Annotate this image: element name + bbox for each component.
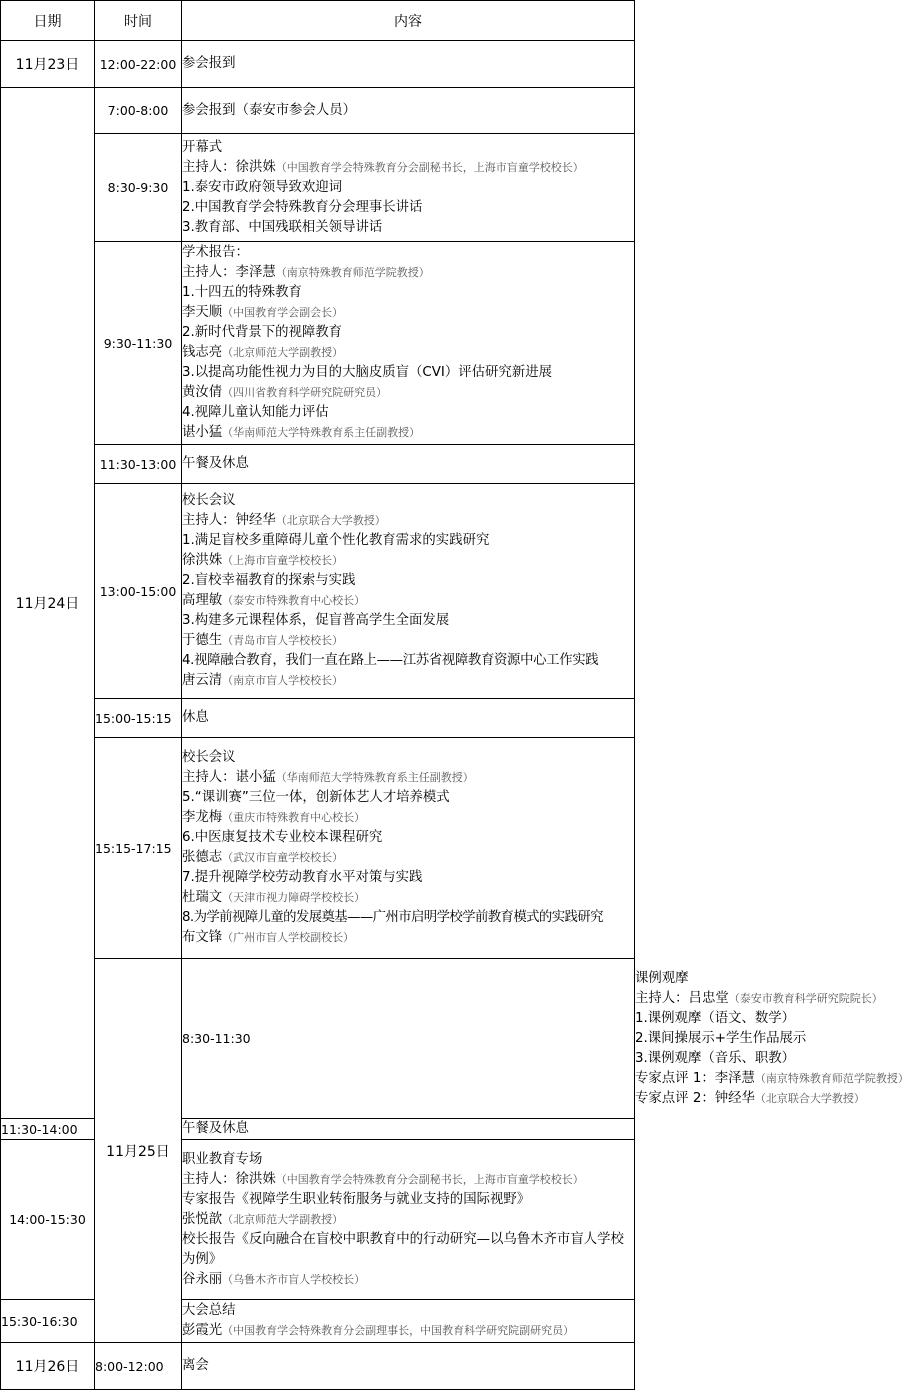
- speaker-line: [182, 1270, 634, 1290]
- time-cell: 13:00-15:00: [95, 484, 182, 699]
- speaker-line: [182, 423, 634, 443]
- table-row: [1, 484, 635, 699]
- date-cell: 11月25日: [95, 959, 182, 1343]
- agenda-item: 1.满足盲校多重障碍儿童个性化教育需求的实践研究: [182, 533, 490, 548]
- table-row: [1, 699, 635, 738]
- affiliation-note: （南京市盲人学校校长）: [222, 674, 344, 687]
- affiliation-note: （中国教育学会特殊教育分会副秘书长，上海市盲童学校校长）: [275, 1172, 584, 1186]
- speaker-line: [182, 928, 634, 948]
- time-cell: 12:00-22:00: [95, 41, 182, 88]
- agenda-item: 5.“课训赛”三位一体，创新体艺人才培养模式: [182, 790, 450, 805]
- table-row: [1, 242, 635, 445]
- speaker-line: [182, 888, 634, 908]
- content-cell: [182, 445, 635, 484]
- item-title: 开幕式: [182, 139, 223, 155]
- agenda-item: 3.构建多元课程体系，促盲普高学生全面发展: [182, 613, 450, 628]
- item-title: 校长会议: [182, 493, 236, 508]
- speaker-line: [182, 343, 634, 363]
- affiliation-note: （上海市盲童学校校长）: [222, 554, 344, 567]
- item-title: 大会总结: [182, 1303, 236, 1318]
- host-name: 主持人：钟经华: [182, 513, 276, 528]
- table-row: [1, 134, 635, 242]
- speaker-line: [182, 551, 634, 571]
- item-title: 休息: [182, 710, 209, 725]
- speaker-line: [182, 1210, 634, 1230]
- table-row: [1, 88, 635, 134]
- item-title: 学术报告：: [182, 245, 249, 260]
- content-cell: [182, 699, 635, 738]
- date-cell: 11月26日: [1, 1343, 95, 1390]
- time-cell: 8:30-9:30: [95, 134, 182, 242]
- speaker-line: [182, 1321, 634, 1341]
- host-line: [182, 263, 634, 283]
- time-cell: 8:00-12:00: [95, 1343, 182, 1390]
- affiliation-note: （中国教育学会特殊教育分会副秘书长，上海市盲童学校校长）: [275, 160, 584, 174]
- speaker-name: 张悦歆: [182, 1211, 223, 1227]
- time-cell: 11:30-13:00: [95, 445, 182, 484]
- affiliation-note: （华南师范大学特殊教育系主任副教授）: [222, 426, 421, 439]
- speaker-name: 彭霞光: [182, 1323, 223, 1338]
- item-title: 午餐及休息: [182, 456, 249, 471]
- speaker-line: [182, 591, 634, 611]
- affiliation-note: （武汉市盲童学校校长）: [222, 851, 344, 864]
- item-title: 午餐及休息: [182, 1121, 249, 1136]
- speaker-line: [182, 808, 634, 828]
- host-line: [182, 768, 634, 788]
- speaker-name: 张德志: [182, 850, 223, 865]
- speaker-line: [182, 848, 634, 868]
- host-name: 主持人：徐洪姝: [182, 1171, 276, 1187]
- affiliation-note: （青岛市盲人学校校长）: [222, 634, 344, 647]
- time-cell: 9:30-11:30: [95, 242, 182, 445]
- affiliation-note: （北京联合大学教授）: [275, 514, 386, 527]
- agenda-item: 4.视障融合教育，我们一直在路上——江苏省视障教育资源中心工作实践: [182, 653, 599, 668]
- affiliation-note: （天津市视力障碍学校校长）: [222, 891, 366, 904]
- agenda-item: 3.教育部、中国残联相关领导讲话: [182, 219, 383, 235]
- host-name: 主持人：李泽慧: [182, 265, 276, 280]
- time-cell: 11:30-14:00: [1, 1119, 95, 1140]
- agenda-item: 2.新时代背景下的视障教育: [182, 325, 343, 340]
- time-cell: 8:30-11:30: [182, 959, 635, 1119]
- speaker-name: 谌小猛: [182, 425, 223, 440]
- table-row: [1, 1343, 635, 1390]
- header-content: 内容: [182, 1, 635, 41]
- item-title: 参会报到（泰安市参会人员）: [182, 102, 357, 118]
- affiliation-note: （南京特殊教育师范学院教授）: [754, 1071, 909, 1085]
- item-title: 离会: [182, 1358, 209, 1373]
- host-name: 主持人：谌小猛: [182, 770, 276, 785]
- affiliation-note: （中国教育学会特殊教育分会副理事长，中国教育科学研究院副研究员）: [222, 1324, 575, 1337]
- content-cell: [182, 484, 635, 699]
- agenda-item: 7.提升视障学校劳动教育水平对策与实践: [182, 870, 423, 885]
- content-cell: [182, 242, 635, 445]
- affiliation-note: （四川省教育科学研究院研究员）: [222, 386, 388, 399]
- content-cell: [182, 1140, 635, 1300]
- header-row: [1, 1, 635, 41]
- time-cell: 14:00-15:30: [1, 1140, 95, 1300]
- agenda-item: 6.中医康复技术专业校本课程研究: [182, 830, 383, 845]
- speaker-name: 黄汝倩: [182, 385, 223, 400]
- speaker-name: 于德生: [182, 633, 223, 648]
- agenda-item: 2.盲校幸福教育的探索与实践: [182, 573, 356, 588]
- speaker-line: [182, 383, 634, 403]
- speaker-name: 徐洪姝: [182, 553, 223, 568]
- affiliation-note: （北京联合大学教授）: [754, 1091, 865, 1105]
- host-name: 主持人：徐洪姝: [182, 159, 276, 175]
- affiliation-note: （重庆市特殊教育中心校长）: [222, 811, 366, 824]
- header-date: 日期: [1, 1, 95, 41]
- speaker-name: 杜瑞文: [182, 890, 223, 905]
- host-line: [182, 511, 634, 531]
- speaker-name: 布文锋: [182, 930, 223, 945]
- host-name: 主持人：吕忠堂: [635, 990, 729, 1006]
- agenda-item: 2.中国教育学会特殊教育分会理事长讲话: [182, 199, 423, 215]
- speaker-name: 专家点评 2：钟经华: [635, 1090, 755, 1106]
- affiliation-note: （泰安市特殊教育中心校长）: [222, 594, 366, 607]
- content-cell: [182, 738, 635, 959]
- affiliation-note: （乌鲁木齐市盲人学校校长）: [222, 1272, 366, 1286]
- agenda-item: 专家报告《视障学生职业转衔服务与就业支持的国际视野》: [182, 1191, 531, 1207]
- agenda-item: 1.泰安市政府领导致欢迎词: [182, 179, 343, 195]
- time-cell: 15:00-15:15: [95, 699, 182, 738]
- host-line: [182, 158, 634, 178]
- speaker-line: [182, 671, 634, 691]
- speaker-name: 钱志亮: [182, 345, 223, 360]
- content-cell: [182, 134, 635, 242]
- table-row: [1, 445, 635, 484]
- time-cell: 7:00-8:00: [95, 88, 182, 134]
- content-cell: [182, 1119, 635, 1140]
- affiliation-note: （南京特殊教育师范学院教授）: [275, 266, 430, 279]
- speaker-name: 唐云清: [182, 673, 223, 688]
- agenda-item: 3.以提高功能性视力为目的大脑皮质盲（CVI）评估研究新进展: [182, 365, 552, 380]
- speaker-line: [182, 631, 634, 651]
- speaker-name: 高理敏: [182, 593, 223, 608]
- content-cell: [182, 88, 635, 134]
- table-row: 11月25日 8:30-11:30 课例观摩 主持人：吕忠堂（泰安市教育科学研究院院长） 1.课例观摩（语文、数学） 2.课间操展示+学生作品展示 3.课例观摩（音乐、职教） 专家点评 1：李泽慧（南京特殊教育师范学院教授） 专家点评 2：钟经华（北京联合大学教授）: [1, 959, 635, 1119]
- affiliation-note: （中国教育学会副会长）: [222, 306, 344, 319]
- host-line: [182, 1170, 634, 1190]
- header-time: 时间: [95, 1, 182, 41]
- agenda-item: 8.为学前视障儿童的发展奠基——广州市启明学校学前教育模式的实践研究: [182, 910, 603, 925]
- speaker-name: 李龙梅: [182, 810, 223, 825]
- content-cell: [182, 1300, 635, 1343]
- table-row: [1, 41, 635, 88]
- item-title: 职业教育专场: [182, 1151, 263, 1167]
- speaker-name: 李天顺: [182, 305, 223, 320]
- table-row: [1, 738, 635, 959]
- agenda-item: 1.十四五的特殊教育: [182, 285, 302, 300]
- agenda-item: 4.视障儿童认知能力评估: [182, 405, 329, 420]
- time-cell: 15:15-17:15: [95, 738, 182, 959]
- date-cell: 11月23日: [1, 41, 95, 88]
- speaker-line: [182, 303, 634, 323]
- item-title: 校长会议: [182, 750, 236, 765]
- content-cell: [182, 1343, 635, 1390]
- agenda-item: 校长报告《反向融合在盲校中职教育中的行动研究—以乌鲁木齐市盲人学校为例》: [182, 1231, 624, 1267]
- affiliation-note: （北京师范大学副教授）: [222, 1212, 344, 1226]
- speaker-name: 专家点评 1：李泽慧: [635, 1070, 755, 1086]
- affiliation-note: （北京师范大学副教授）: [222, 346, 344, 359]
- date-cell: 11月24日: [1, 88, 95, 1119]
- affiliation-note: （华南师范大学特殊教育系主任副教授）: [275, 771, 474, 784]
- speaker-name: 谷永丽: [182, 1271, 223, 1287]
- content-cell: [182, 41, 635, 88]
- item-title: 参会报到: [182, 56, 236, 71]
- affiliation-note: （泰安市教育科学研究院院长）: [728, 991, 883, 1005]
- time-cell: 15:30-16:30: [1, 1300, 95, 1343]
- affiliation-note: （广州市盲人学校副校长）: [222, 931, 355, 944]
